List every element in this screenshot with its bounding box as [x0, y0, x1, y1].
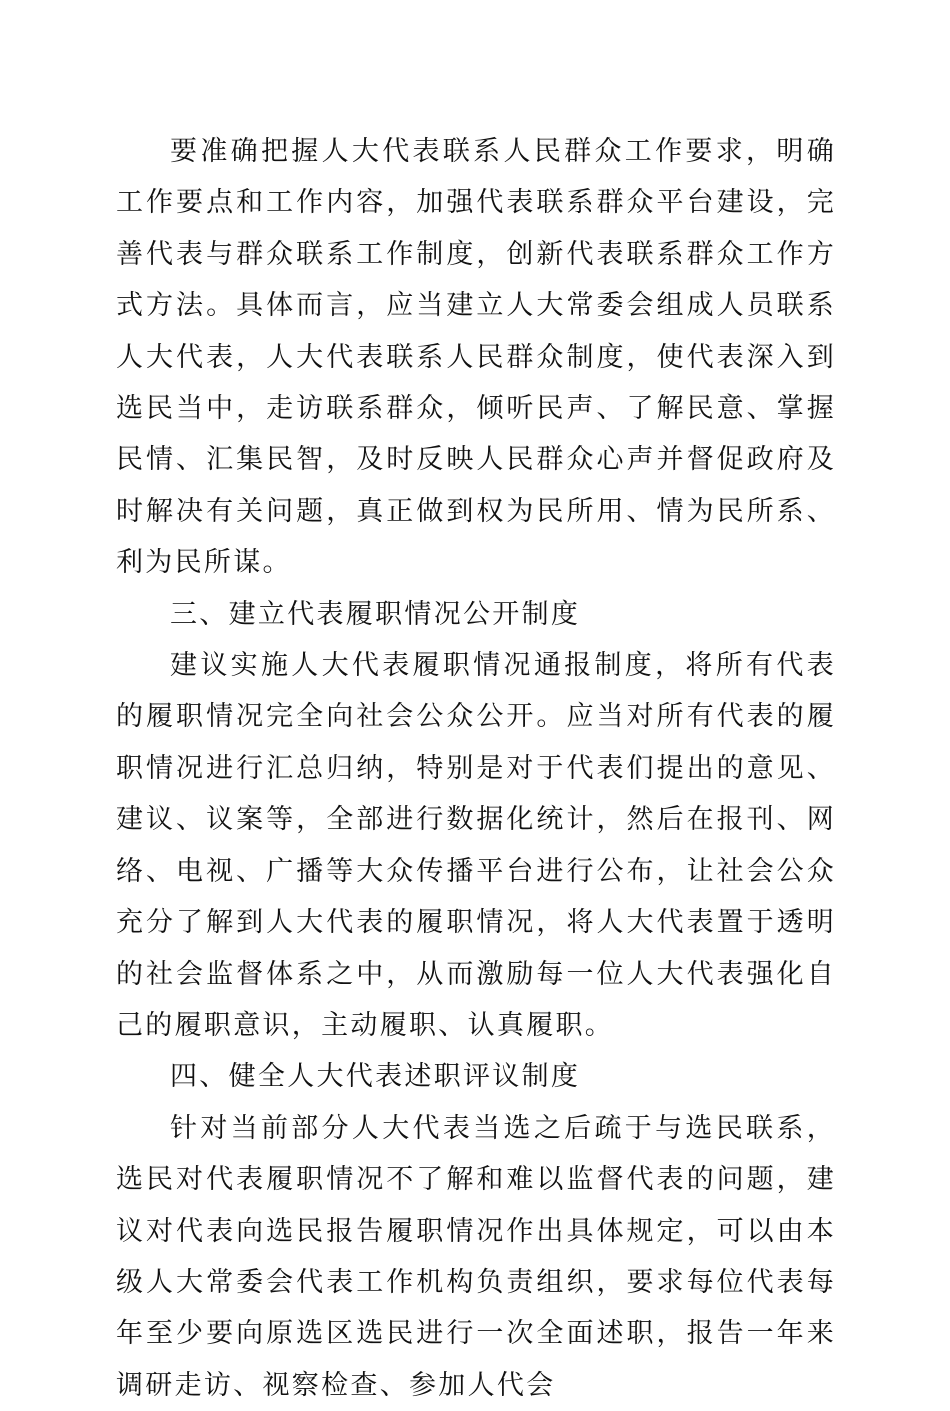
paragraph-duty-disclosure: 建议实施人大代表履职情况通报制度，将所有代表的履职情况完全向社会公众公开。应当对所有代表的履职情况进行汇总归纳，特别是对于代表们提出的意见、建议、议案等，全部进行数据化统计，然后在报刊、网络、电视、广播等大众传播平台进行公布，让社会公众充分了解到人大代表的履职情况，将人大代表置于透明的社会监督体系之中，从而激励每一位人大代表强化自己的履职意识，主动履职、认真履职。 — [116, 650, 836, 1041]
section-heading-3: 三、建立代表履职情况公开制度 — [170, 598, 581, 630]
paragraph-duty-report: 针对当前部分人大代表当选之后疏于与选民联系，选民对代表履职情况不了解和难以监督代表的问题，建议对代表向选民报告履职情况作出具体规定，可以由本级人大常委会代表工作机构负责组织，要求每位代表每年至少要向原选区选民进行一次全面述职，报告一年来调研走访、视察检查、参加人代会 — [116, 1112, 836, 1401]
paragraph-representative-contact: 要准确把握人大代表联系人民群众工作要求，明确工作要点和工作内容，加强代表联系群众平台建设，完善代表与群众联系工作制度，创新代表联系群众工作方式方法。具体而言，应当建立人大常委会组成人员联系人大代表，人大代表联系人民群众制度，使代表深入到选民当中，走访联系群众，倾听民声、了解民意、掌握民情、汇集民智，及时反映人民群众心声并督促政府及时解决有关问题，真正做到权为民所用、情为民所系、利为民所谋。 — [116, 136, 836, 579]
section-heading-4: 四、健全人大代表述职评议制度 — [170, 1061, 581, 1093]
document-body — [116, 126, 836, 1411]
